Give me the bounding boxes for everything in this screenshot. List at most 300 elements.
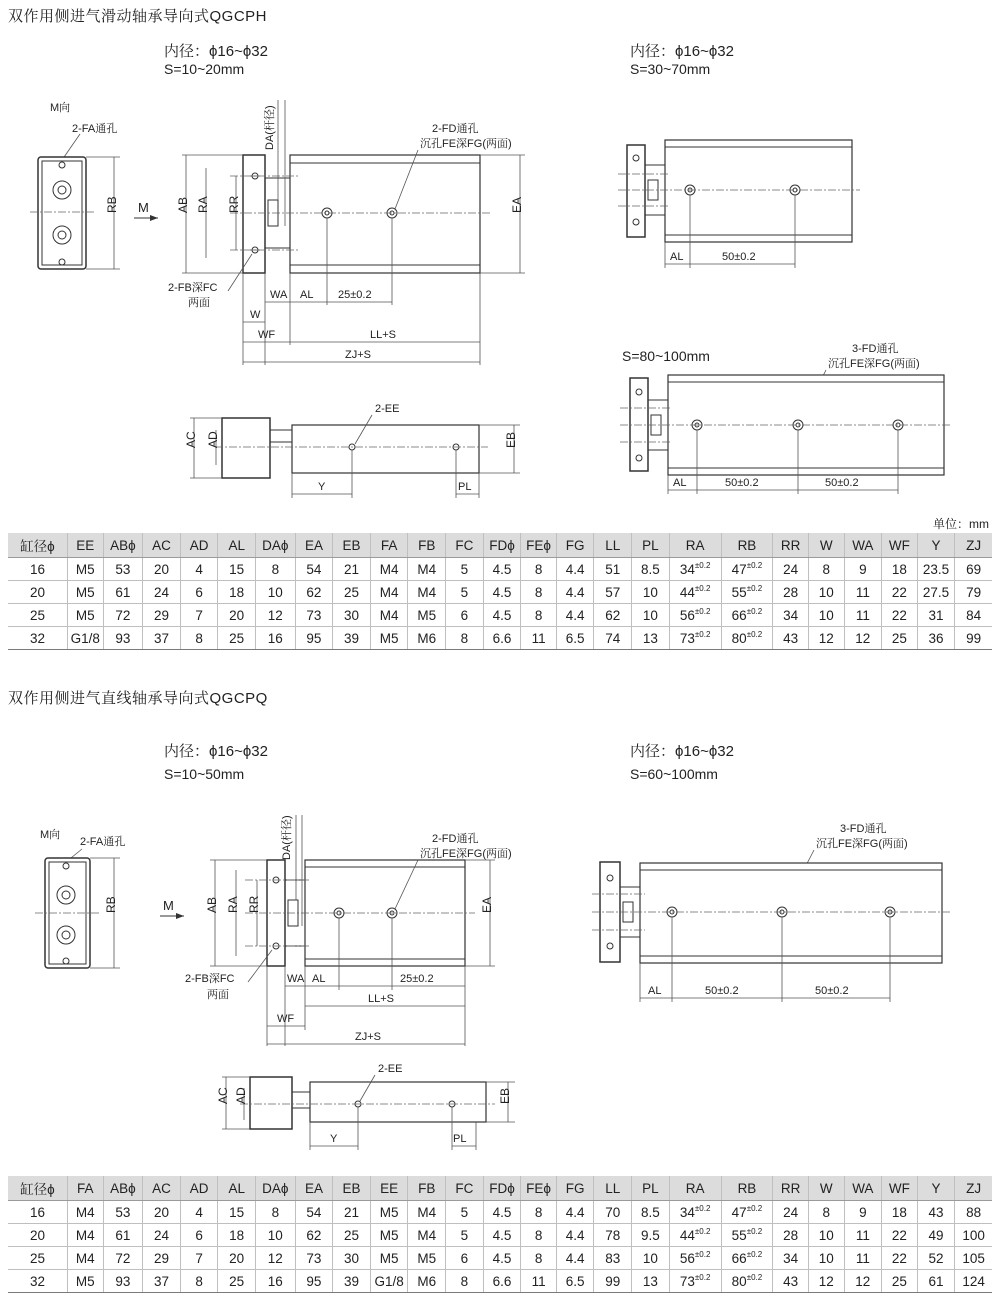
- column-header: Y: [917, 533, 955, 558]
- table-cell: 27.5: [917, 581, 955, 604]
- table-cell: 29: [143, 1247, 181, 1270]
- ra-label: RA: [196, 196, 210, 213]
- table-cell: 6.6: [483, 1270, 521, 1293]
- table-cell: 24: [773, 558, 809, 581]
- table-cell: 25: [882, 1270, 918, 1293]
- column-header: FA: [67, 1176, 103, 1201]
- table-cell: 13: [632, 1270, 670, 1293]
- table-cell: $80^{\pm 0.2}$: [721, 1270, 773, 1293]
- table-cell: $73^{\pm 0.2}$: [669, 627, 721, 650]
- table-cell: 124: [955, 1270, 992, 1293]
- table-cell: 23.5: [917, 558, 955, 581]
- ll-label-2: LL+S: [368, 993, 394, 1005]
- table-cell: 5: [446, 581, 484, 604]
- table-cell: 36: [917, 627, 955, 650]
- ab-label-2: AB: [205, 896, 219, 913]
- table-cell: 88: [955, 1201, 992, 1224]
- table-cell: M6: [408, 627, 446, 650]
- table-cell: 37: [143, 627, 181, 650]
- table-cell: 11: [844, 1224, 882, 1247]
- table-cell: 31: [917, 604, 955, 627]
- table-cell: M4: [67, 1247, 103, 1270]
- fe-label-1c: 沉孔FE深FG(两面): [828, 358, 920, 370]
- table-cell: $56^{\pm 0.2}$: [669, 604, 721, 627]
- table-cell: 105: [955, 1247, 992, 1270]
- column-header: AC: [143, 1176, 181, 1201]
- w-label: W: [250, 309, 261, 321]
- table-cell: 93: [103, 627, 143, 650]
- table-cell: 20: [218, 604, 256, 627]
- table-cell: M4: [370, 604, 408, 627]
- table-cell: 30: [333, 604, 371, 627]
- table-cell: 9: [844, 558, 882, 581]
- al-label: AL: [300, 289, 314, 301]
- table-cell: M5: [408, 1247, 446, 1270]
- table-cell: 6: [180, 1224, 218, 1247]
- column-header: ZJ: [955, 1176, 992, 1201]
- ee-label-2: 2-EE: [378, 1063, 403, 1075]
- table-cell: 100: [955, 1224, 992, 1247]
- table-cell: 28: [773, 1224, 809, 1247]
- fig2b-bore: 内径：ϕ16~ϕ32: [630, 743, 734, 760]
- table-cell: 4.4: [556, 1201, 594, 1224]
- column-header: RR: [773, 1176, 809, 1201]
- wf-label: WF: [258, 329, 276, 341]
- table-cell: 73: [295, 604, 333, 627]
- table-cell: 8: [446, 1270, 484, 1293]
- pl-label-2: PL: [453, 1133, 467, 1145]
- section1-title: 双作用侧进气滑动轴承导向式QGCPH: [8, 8, 268, 25]
- fig1b-stroke: S=30~70mm: [630, 61, 711, 77]
- table-cell: 4.4: [556, 604, 594, 627]
- column-header: ABϕ: [103, 1176, 143, 1201]
- table-cell: 20: [218, 1247, 256, 1270]
- fig2a-stroke: S=10~50mm: [164, 766, 245, 782]
- column-header: W: [808, 533, 844, 558]
- table-cell: $80^{\pm 0.2}$: [721, 627, 773, 650]
- column-header: EA: [295, 533, 333, 558]
- column-header: AD: [180, 1176, 218, 1201]
- table-cell: 21: [333, 558, 371, 581]
- table-cell: 7: [180, 604, 218, 627]
- column-header: FG: [556, 533, 594, 558]
- column-header: RB: [721, 533, 773, 558]
- table-cell: 6.6: [483, 627, 521, 650]
- fig1a-bore: 内径：ϕ16~ϕ32: [164, 43, 268, 60]
- table-cell: 43: [917, 1201, 955, 1224]
- table-cell: 72: [103, 1247, 143, 1270]
- table-cell: 11: [521, 627, 557, 650]
- table-cell: 25: [333, 581, 371, 604]
- table-cell: 22: [882, 1224, 918, 1247]
- table-cell: 5: [446, 558, 484, 581]
- table-cell: M4: [370, 558, 408, 581]
- table-cell: 57: [594, 581, 632, 604]
- table-cell: M4: [370, 581, 408, 604]
- pitch-50-label-1c-a: 50±0.2: [725, 477, 759, 489]
- al-label-2: AL: [312, 973, 326, 985]
- table-cell: 10: [632, 581, 670, 604]
- table-cell: 4.5: [483, 1201, 521, 1224]
- m-arrow-label-2: M: [163, 898, 174, 913]
- fd-label-2: 2-FD通孔: [432, 833, 479, 845]
- column-header: DAϕ: [256, 1176, 296, 1201]
- fig1c-stroke: S=80~100mm: [622, 348, 710, 364]
- table-cell: 99: [594, 1270, 632, 1293]
- table-cell: 52: [917, 1247, 955, 1270]
- column-header: 缸径ϕ: [8, 1176, 67, 1201]
- table-cell: 4.5: [483, 1224, 521, 1247]
- table-cell: 25: [882, 627, 918, 650]
- da-label: DA(杆径): [264, 105, 276, 150]
- table-cell: 4.5: [483, 1247, 521, 1270]
- table-cell: M5: [67, 1270, 103, 1293]
- table-cell: $47^{\pm 0.2}$: [721, 1201, 773, 1224]
- ll-label: LL+S: [370, 329, 396, 341]
- table-cell: 10: [632, 1247, 670, 1270]
- m-view-2: [35, 827, 184, 968]
- ee-label: 2-EE: [375, 403, 400, 415]
- table-cell: 8: [521, 1201, 557, 1224]
- table-cell: M4: [408, 1224, 446, 1247]
- table-cell: 73: [295, 1247, 333, 1270]
- table-cell: 18: [882, 558, 918, 581]
- column-header: FDϕ: [483, 1176, 521, 1201]
- table-cell: 4: [180, 558, 218, 581]
- column-header: RR: [773, 533, 809, 558]
- table-cell: 9.5: [632, 1224, 670, 1247]
- column-header: FC: [446, 1176, 484, 1201]
- column-header: FEϕ: [521, 1176, 557, 1201]
- table-cell: 53: [103, 1201, 143, 1224]
- rr-label-2: RR: [247, 895, 261, 913]
- fe-label-2: 沉孔FE深FG(两面): [420, 848, 512, 860]
- column-header: 缸径ϕ: [8, 533, 67, 558]
- table-cell: 37: [143, 1270, 181, 1293]
- table-cell: $55^{\pm 0.2}$: [721, 1224, 773, 1247]
- table-cell: 16: [256, 627, 296, 650]
- table-cell: 8: [808, 558, 844, 581]
- table-cell: 69: [955, 558, 992, 581]
- table-cell: $44^{\pm 0.2}$: [669, 1224, 721, 1247]
- table-cell: M4: [408, 558, 446, 581]
- table-cell: 20: [8, 581, 67, 604]
- table-cell: 6: [180, 581, 218, 604]
- eb-label: EB: [504, 431, 518, 448]
- fa-label-2: 2-FA通孔: [80, 836, 126, 848]
- column-header: EB: [333, 1176, 371, 1201]
- column-header: ABϕ: [103, 533, 143, 558]
- table-cell: 12: [808, 1270, 844, 1293]
- table-cell: $56^{\pm 0.2}$: [669, 1247, 721, 1270]
- table-cell: M5: [67, 558, 103, 581]
- column-header: RA: [669, 533, 721, 558]
- table-cell: 12: [808, 627, 844, 650]
- rr-label: RR: [227, 195, 241, 213]
- column-header: Y: [917, 1176, 955, 1201]
- column-header: EE: [67, 533, 103, 558]
- table-cell: 53: [103, 558, 143, 581]
- column-header: FA: [370, 533, 408, 558]
- both-sides-label-2: 两面: [207, 989, 229, 1001]
- table-cell: 39: [333, 627, 371, 650]
- m-dir-label-2: M向: [40, 829, 61, 841]
- table-cell: $66^{\pm 0.2}$: [721, 1247, 773, 1270]
- table-cell: 21: [333, 1201, 371, 1224]
- column-header: FB: [408, 533, 446, 558]
- table-cell: 93: [103, 1270, 143, 1293]
- column-header: FC: [446, 533, 484, 558]
- table-cell: 8: [180, 1270, 218, 1293]
- table-row: [8, 1201, 992, 1224]
- pitch-50-label-2b-a: 50±0.2: [705, 985, 739, 997]
- fe-label: 沉孔FE深FG(两面): [420, 138, 512, 150]
- table-cell: 24: [143, 581, 181, 604]
- rb-label-2: RB: [104, 896, 118, 913]
- table-cell: 11: [844, 604, 882, 627]
- table-cell: 11: [844, 581, 882, 604]
- table-cell: 9: [844, 1201, 882, 1224]
- wa-label: WA: [270, 289, 288, 301]
- table-cell: 24: [773, 1201, 809, 1224]
- ea-label: EA: [510, 196, 524, 213]
- table-cell: 24: [143, 1224, 181, 1247]
- column-header: WF: [882, 533, 918, 558]
- table-cell: 32: [8, 627, 67, 650]
- column-header: WF: [882, 1176, 918, 1201]
- column-header: AL: [218, 533, 256, 558]
- wf-label-2: WF: [277, 1013, 295, 1025]
- table-cell: $44^{\pm 0.2}$: [669, 581, 721, 604]
- table-cell: 8: [808, 1201, 844, 1224]
- table-cell: 4.4: [556, 558, 594, 581]
- table-cell: 79: [955, 581, 992, 604]
- view-2b: [592, 821, 950, 1002]
- table-cell: 22: [882, 581, 918, 604]
- table-cell: 13: [632, 627, 670, 650]
- table-cell: 62: [295, 581, 333, 604]
- y-label-2: Y: [330, 1133, 338, 1145]
- al-label-1c: AL: [673, 477, 687, 489]
- table-cell: 62: [594, 604, 632, 627]
- column-header: EB: [333, 533, 371, 558]
- table-cell: M5: [67, 581, 103, 604]
- ab-label: AB: [176, 196, 190, 213]
- column-header: FG: [556, 1176, 594, 1201]
- table-cell: 70: [594, 1201, 632, 1224]
- table-cell: 30: [333, 1247, 371, 1270]
- table-cell: G1/8: [370, 1270, 408, 1293]
- table-cell: 6.5: [556, 1270, 594, 1293]
- table-cell: 11: [521, 1270, 557, 1293]
- rb-label: RB: [105, 196, 119, 213]
- fd3-label-2: 3-FD通孔: [840, 823, 887, 835]
- table-cell: 74: [594, 627, 632, 650]
- column-header: LL: [594, 1176, 632, 1201]
- table-cell: 22: [882, 1247, 918, 1270]
- table-cell: 10: [808, 604, 844, 627]
- table-cell: 18: [882, 1201, 918, 1224]
- fig1b-bore: 内径：ϕ16~ϕ32: [630, 43, 734, 60]
- fd-label: 2-FD通孔: [432, 123, 479, 135]
- column-header: PL: [632, 533, 670, 558]
- column-header: EE: [370, 1176, 408, 1201]
- pitch-50-label-2b-b: 50±0.2: [815, 985, 849, 997]
- both-sides-label: 两面: [188, 297, 210, 309]
- table-cell: 43: [773, 627, 809, 650]
- eb-label-2: EB: [498, 1087, 512, 1104]
- section2-title: 双作用侧进气直线轴承导向式QGCPQ: [8, 690, 268, 707]
- ac-label: AC: [184, 431, 198, 448]
- wa-label-2: WA: [287, 973, 305, 985]
- table-cell: 6.5: [556, 627, 594, 650]
- table-cell: 10: [256, 581, 296, 604]
- table-cell: 8: [521, 1224, 557, 1247]
- table-cell: 4.4: [556, 1224, 594, 1247]
- column-header: EA: [295, 1176, 333, 1201]
- table-cell: $34^{\pm 0.2}$: [669, 1201, 721, 1224]
- fig2b-stroke: S=60~100mm: [630, 766, 718, 782]
- table-cell: 8: [521, 581, 557, 604]
- table-cell: 12: [256, 604, 296, 627]
- table-cell: 8: [256, 558, 296, 581]
- table-cell: 54: [295, 558, 333, 581]
- table-cell: 28: [773, 581, 809, 604]
- table-cell: 4.5: [483, 581, 521, 604]
- table-cell: 4: [180, 1201, 218, 1224]
- table-cell: 18: [218, 581, 256, 604]
- table-cell: 8.5: [632, 558, 670, 581]
- al-label-1b: AL: [670, 251, 684, 263]
- table-cell: 6: [446, 604, 484, 627]
- table-cell: 20: [8, 1224, 67, 1247]
- table-cell: 8: [521, 1247, 557, 1270]
- table-cell: 99: [955, 627, 992, 650]
- da-label-2: DA(杆径): [281, 815, 293, 860]
- table-cell: M5: [370, 627, 408, 650]
- table-cell: 84: [955, 604, 992, 627]
- column-header: DAϕ: [256, 533, 296, 558]
- table-cell: 29: [143, 604, 181, 627]
- table-cell: 10: [632, 604, 670, 627]
- y-label: Y: [318, 481, 326, 493]
- m-arrow-label: M: [138, 200, 149, 215]
- fb-label: 2-FB深FC: [168, 282, 218, 294]
- table-cell: M5: [370, 1224, 408, 1247]
- table-cell: 4.4: [556, 581, 594, 604]
- table-cell: 8: [446, 627, 484, 650]
- column-header: ZJ: [955, 533, 992, 558]
- table-cell: M5: [370, 1201, 408, 1224]
- table-cell: 43: [773, 1270, 809, 1293]
- ac-label-2: AC: [216, 1087, 230, 1104]
- table-cell: 5: [446, 1224, 484, 1247]
- spec-table-qgcpq: [8, 1176, 992, 1293]
- fd3-label: 3-FD通孔: [852, 343, 899, 355]
- table-cell: 12: [844, 1270, 882, 1293]
- table-cell: 22: [882, 604, 918, 627]
- table-cell: 61: [103, 1224, 143, 1247]
- table-row: [8, 1247, 992, 1270]
- m-dir-label: M向: [50, 102, 71, 114]
- table-cell: 32: [8, 1270, 67, 1293]
- table-cell: M4: [408, 581, 446, 604]
- ra-label-2: RA: [226, 896, 240, 913]
- ad-label: AD: [206, 431, 220, 448]
- column-header: WA: [844, 1176, 882, 1201]
- table-cell: 20: [143, 1201, 181, 1224]
- table-cell: 4.5: [483, 604, 521, 627]
- table-cell: 25: [8, 604, 67, 627]
- table-cell: M4: [67, 1224, 103, 1247]
- table-cell: 8.5: [632, 1201, 670, 1224]
- table-header-row: [8, 1176, 992, 1201]
- table-cell: 34: [773, 604, 809, 627]
- pitch-50-label-1b: 50±0.2: [722, 251, 756, 263]
- column-header: LL: [594, 533, 632, 558]
- table-cell: 4.5: [483, 558, 521, 581]
- main-view-2: [185, 815, 512, 1046]
- table-cell: 95: [295, 1270, 333, 1293]
- table-cell: 95: [295, 627, 333, 650]
- unit-label: 单位：mm: [933, 517, 989, 531]
- table-cell: $34^{\pm 0.2}$: [669, 558, 721, 581]
- column-header: FEϕ: [521, 533, 557, 558]
- ea-label-2: EA: [480, 896, 494, 913]
- column-header: RB: [721, 1176, 773, 1201]
- table-cell: 72: [103, 604, 143, 627]
- column-header: WA: [844, 533, 882, 558]
- table-cell: M4: [408, 1201, 446, 1224]
- table-cell: 62: [295, 1224, 333, 1247]
- table-cell: 12: [256, 1247, 296, 1270]
- table-row: [8, 1224, 992, 1247]
- table-cell: 51: [594, 558, 632, 581]
- table-cell: 34: [773, 1247, 809, 1270]
- fe-label-2b: 沉孔FE深FG(两面): [816, 838, 908, 850]
- table-cell: 18: [218, 1224, 256, 1247]
- table-cell: 10: [808, 581, 844, 604]
- table-cell: G1/8: [67, 627, 103, 650]
- table-cell: 16: [256, 1270, 296, 1293]
- table-cell: 49: [917, 1224, 955, 1247]
- table-cell: 16: [8, 1201, 67, 1224]
- table-cell: 8: [256, 1201, 296, 1224]
- table-cell: $47^{\pm 0.2}$: [721, 558, 773, 581]
- fa-label: 2-FA通孔: [72, 123, 118, 135]
- table-cell: M5: [67, 604, 103, 627]
- column-header: AC: [143, 533, 181, 558]
- table-cell: 10: [808, 1247, 844, 1270]
- column-header: FDϕ: [483, 533, 521, 558]
- table-cell: 20: [143, 558, 181, 581]
- table-cell: $66^{\pm 0.2}$: [721, 604, 773, 627]
- table-cell: 8: [521, 604, 557, 627]
- column-header: AL: [218, 1176, 256, 1201]
- table-cell: 15: [218, 1201, 256, 1224]
- table-cell: M6: [408, 1270, 446, 1293]
- table-cell: 78: [594, 1224, 632, 1247]
- fig1a-stroke: S=10~20mm: [164, 61, 245, 77]
- bottom-view-2: [216, 1063, 515, 1150]
- fb-label-2: 2-FB深FC: [185, 973, 235, 985]
- table-cell: M5: [408, 604, 446, 627]
- table-cell: 83: [594, 1247, 632, 1270]
- column-header: W: [808, 1176, 844, 1201]
- fig2a-bore: 内径：ϕ16~ϕ32: [164, 743, 268, 760]
- table-cell: $55^{\pm 0.2}$: [721, 581, 773, 604]
- table-cell: 16: [8, 558, 67, 581]
